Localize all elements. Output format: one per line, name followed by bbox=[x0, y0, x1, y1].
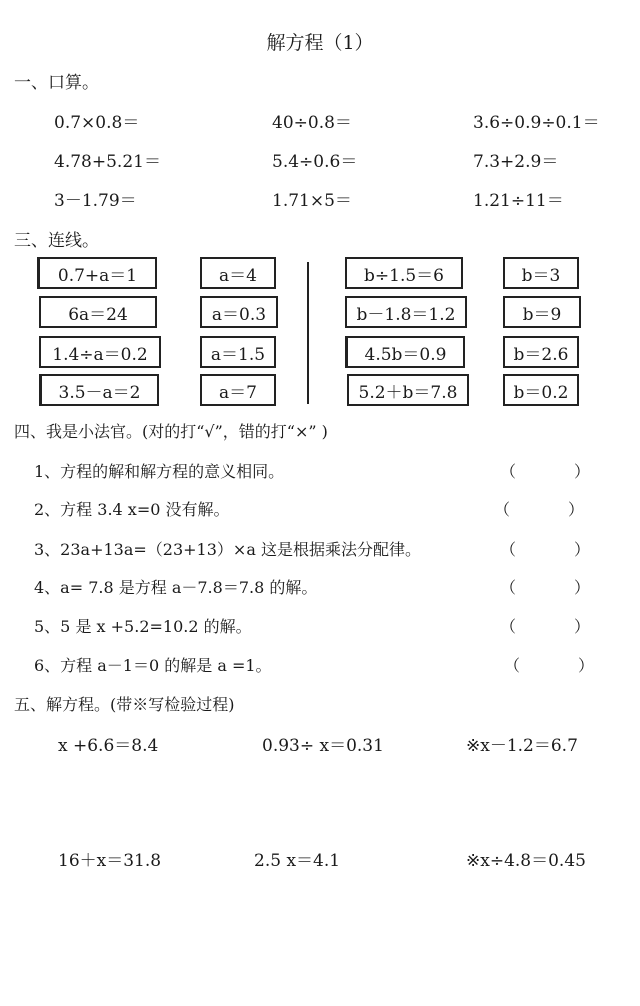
equation-item: x +6.6＝8.4 bbox=[58, 736, 159, 756]
oral-calc-item: 3.6÷0.9÷0.1＝ bbox=[473, 113, 600, 133]
matching-answer-box[interactable]: b＝3 bbox=[503, 257, 579, 289]
oral-calc-item: 1.21÷11＝ bbox=[473, 191, 564, 211]
section-1-heading: 一、口算。 bbox=[14, 73, 99, 93]
oral-calc-item: 7.3+2.9＝ bbox=[473, 152, 559, 172]
oral-calc-item: 3－1.79＝ bbox=[54, 191, 137, 211]
answer-parentheses[interactable]: （ ） bbox=[500, 617, 591, 636]
judge-item: 2、方程 3.4 x=0 没有解。 bbox=[34, 500, 230, 519]
matching-answer-box[interactable]: a＝4 bbox=[200, 257, 276, 289]
equation-item: 16＋x＝31.8 bbox=[58, 851, 162, 871]
equation-item: 0.93÷ x＝0.31 bbox=[262, 736, 384, 756]
oral-calc-item: 40÷0.8＝ bbox=[272, 113, 352, 133]
matching-answer-box[interactable]: a＝7 bbox=[200, 374, 276, 406]
matching-answer-box[interactable]: a＝1.5 bbox=[200, 336, 276, 368]
equation-item: 2.5 x＝4.1 bbox=[254, 851, 341, 871]
section-5-heading: 五、解方程。(带※写检验过程) bbox=[14, 695, 235, 714]
page-title: 解方程（1） bbox=[266, 32, 374, 54]
answer-parentheses[interactable]: （ ） bbox=[500, 462, 591, 481]
equation-item: ※x÷4.8＝0.45 bbox=[466, 851, 586, 871]
oral-calc-item: 4.78+5.21＝ bbox=[54, 152, 161, 172]
oral-calc-item: 5.4÷0.6＝ bbox=[272, 152, 358, 172]
section-4-heading: 四、我是小法官。(对的打“√”，错的打“×” ) bbox=[14, 422, 328, 441]
judge-item: 3、23a+13a=（23+13）×a 这是根据乘法分配律。 bbox=[34, 540, 421, 559]
answer-parentheses[interactable]: （ ） bbox=[504, 656, 595, 675]
answer-parentheses[interactable]: （ ） bbox=[500, 540, 591, 559]
oral-calc-item: 0.7×0.8＝ bbox=[54, 113, 140, 133]
matching-equation-box[interactable]: 5.2＋b＝7.8 bbox=[347, 374, 469, 406]
judge-item: 6、方程 a－1＝0 的解是 a =1。 bbox=[34, 656, 272, 675]
matching-equation-box[interactable]: b÷1.5＝6 bbox=[345, 257, 463, 289]
matching-equation-box[interactable]: 1.4÷a＝0.2 bbox=[39, 336, 161, 368]
judge-item: 5、5 是 x +5.2=10.2 的解。 bbox=[34, 617, 252, 636]
matching-answer-box[interactable]: a＝0.3 bbox=[200, 296, 278, 328]
answer-parentheses[interactable]: （ ） bbox=[500, 578, 591, 597]
matching-equation-box[interactable]: 3.5－a＝2 bbox=[39, 374, 159, 406]
judge-item: 1、方程的解和解方程的意义相同。 bbox=[34, 462, 285, 481]
judge-item: 4、a= 7.8 是方程 a－7.8＝7.8 的解。 bbox=[34, 578, 318, 597]
matching-equation-box[interactable]: 4.5b＝0.9 bbox=[345, 336, 465, 368]
equation-item: ※x－1.2＝6.7 bbox=[466, 736, 578, 756]
divider-line bbox=[307, 262, 309, 404]
matching-answer-box[interactable]: b＝9 bbox=[503, 296, 581, 328]
answer-parentheses[interactable]: （ ） bbox=[494, 500, 585, 519]
matching-equation-box[interactable]: b－1.8＝1.2 bbox=[345, 296, 467, 328]
section-3-heading: 三、连线。 bbox=[14, 231, 99, 251]
matching-answer-box[interactable]: b＝2.6 bbox=[503, 336, 579, 368]
matching-answer-box[interactable]: b＝0.2 bbox=[503, 374, 579, 406]
matching-equation-box[interactable]: 6a＝24 bbox=[39, 296, 157, 328]
matching-equation-box[interactable]: 0.7+a＝1 bbox=[37, 257, 157, 289]
oral-calc-item: 1.71×5＝ bbox=[272, 191, 352, 211]
